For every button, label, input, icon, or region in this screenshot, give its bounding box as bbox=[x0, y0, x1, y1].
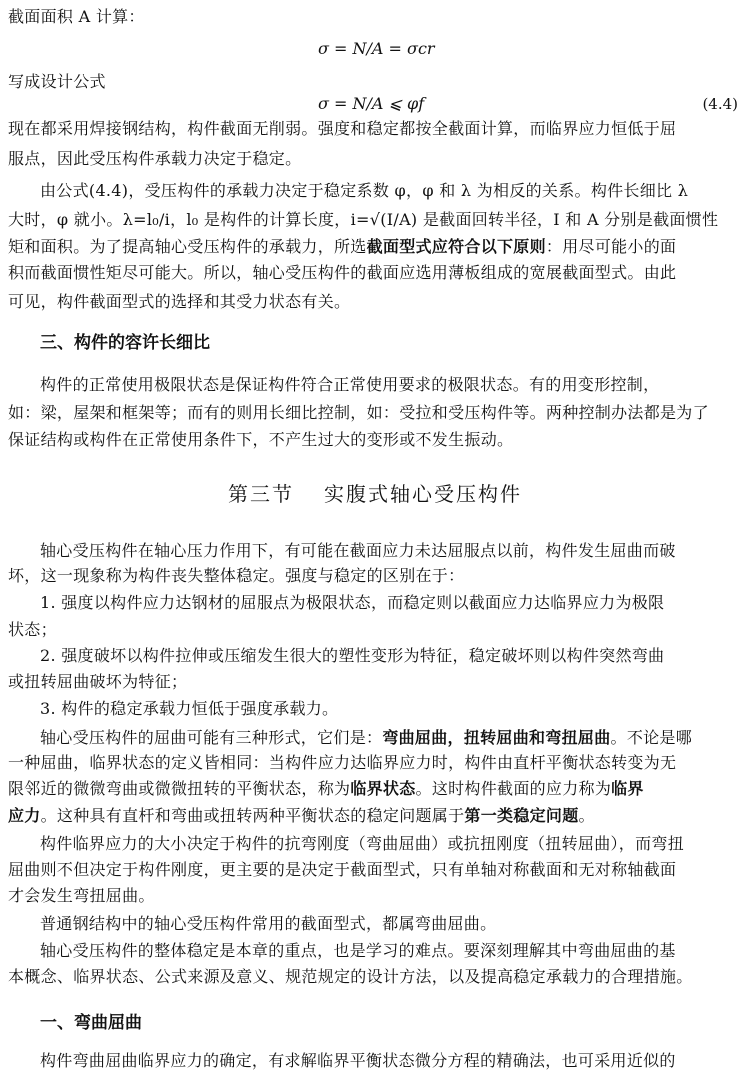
bold-term: 截面型式应符合以下原则 bbox=[366, 237, 546, 256]
text-line: 轴心受压构件在轴心压力作用下，有可能在截面应力未达屈服点以前，构件发生屈曲而破 bbox=[40, 541, 676, 560]
text-line: 坏，这一现象称为构件丧失整体稳定。强度与稳定的区别在于： bbox=[8, 566, 465, 585]
text-line: 截面面积 A 计算： bbox=[8, 7, 145, 26]
text-line: 服点，因此受压构件承载力决定于稳定。 bbox=[8, 149, 302, 168]
section-title: 实腹式轴心受压构件 bbox=[324, 482, 522, 506]
bold-term: 弯曲屈曲，扭转屈曲和弯扭屈曲 bbox=[382, 728, 611, 747]
text-line: 矩和面积。为了提高轴心受压构件的承载力，所选截面型式应符合以下原则：用尽可能小的面 bbox=[8, 237, 677, 256]
section-number: 第三节 bbox=[228, 482, 294, 506]
text-line: 大时，φ 就小。λ=l₀/i，l₀ 是构件的计算长度，i=√(I/A) 是截面回转半径，I 和 A 分别是截面惯性 bbox=[8, 210, 719, 229]
text-line: 现在都采用焊接钢结构，构件截面无削弱。强度和稳定都按全截面计算，而临界应力恒低于屈 bbox=[8, 119, 677, 138]
text-line: 限邻近的微微弯曲或微微扭转的平衡状态，称为临界状态。这时构件截面的应力称为临界 bbox=[8, 779, 644, 798]
subsection-heading: 三、构件的容许长细比 bbox=[40, 333, 210, 353]
text-line: 才会发生弯扭屈曲。 bbox=[8, 886, 155, 905]
subsection-heading: 一、弯曲屈曲 bbox=[40, 1013, 142, 1033]
text-line: 普通钢结构中的轴心受压构件常用的截面型式，都属弯曲屈曲。 bbox=[40, 914, 497, 933]
text-line: 构件弯曲屈曲临界应力的确定，有求解临界平衡状态微分方程的精确法，也可采用近似的 bbox=[40, 1051, 676, 1070]
text-line: 或扭转屈曲破坏为特征； bbox=[8, 672, 188, 691]
bold-term: 临界 bbox=[611, 779, 644, 798]
text-line: 一种屈曲，临界状态的定义皆相同：当构件应力达临界应力时，构件由直杆平衡状态转变为无 bbox=[8, 753, 677, 772]
text-line: 构件临界应力的大小决定于构件的抗弯刚度（弯曲屈曲）或抗扭刚度（扭转屈曲），而弯扭 bbox=[40, 834, 685, 853]
bold-term: 应力 bbox=[8, 806, 41, 825]
text-line: 由公式(4.4)，受压构件的承载力决定于稳定系数 φ，φ 和 λ 为相反的关系。构件长细比 λ bbox=[40, 181, 689, 200]
text-line: 可见，构件截面型式的选择和其受力状态有关。 bbox=[8, 292, 351, 311]
list-item: 3. 构件的稳定承载力恒低于强度承载力。 bbox=[40, 699, 339, 718]
bold-term: 第一类稳定问题 bbox=[464, 806, 579, 825]
text-line: 保证结构或构件在正常使用条件下，不产生过大的变形或不发生振动。 bbox=[8, 430, 514, 449]
text-line: 积而截面惯性矩尽可能大。所以，轴心受压构件的截面应选用薄板组成的宽展截面型式。由此 bbox=[8, 263, 677, 282]
formula-design: σ = N/A ⩽ φf bbox=[318, 94, 425, 113]
text-line: 状态； bbox=[8, 620, 57, 639]
text-line: 如：梁，屋架和框架等；而有的则用长细比控制，如：受拉和受压构件等。两种控制办法都是为了 bbox=[8, 403, 709, 422]
bold-term: 临界状态 bbox=[350, 779, 416, 798]
text-line: 轴心受压构件的整体稳定是本章的重点，也是学习的难点。要深刻理解其中弯曲屈曲的基 bbox=[40, 941, 676, 960]
list-item: 2. 强度破坏以构件拉伸或压缩发生很大的塑性变形为特征，稳定破坏则以构件突然弯曲 bbox=[40, 646, 665, 665]
text-line: 本概念、临界状态、公式来源及意义、规范规定的设计方法，以及提高稳定承载力的合理措施。 bbox=[8, 967, 693, 986]
equation-number: (4.4) bbox=[702, 95, 738, 113]
formula-critical-stress: σ = N/A = σcr bbox=[318, 39, 435, 58]
text-line: 轴心受压构件的屈曲可能有三种形式，它们是：弯曲屈曲，扭转屈曲和弯扭屈曲。不论是哪 bbox=[40, 728, 693, 747]
text-line: 写成设计公式 bbox=[8, 72, 106, 91]
list-item: 1. 强度以构件应力达钢材的屈服点为极限状态，而稳定则以截面应力达临界应力为极限 bbox=[40, 593, 665, 612]
text-line: 屈曲则不但决定于构件刚度，更主要的是决定于截面型式，只有单轴对称截面和无对称轴截面 bbox=[8, 860, 677, 879]
text-line: 应力。这种具有直杆和弯曲或扭转两种平衡状态的稳定问题属于第一类稳定问题。 bbox=[8, 806, 595, 825]
section-heading bbox=[0, 480, 750, 508]
text-line: 构件的正常使用极限状态是保证构件符合正常使用要求的极限状态。有的用变形控制， bbox=[40, 375, 660, 394]
